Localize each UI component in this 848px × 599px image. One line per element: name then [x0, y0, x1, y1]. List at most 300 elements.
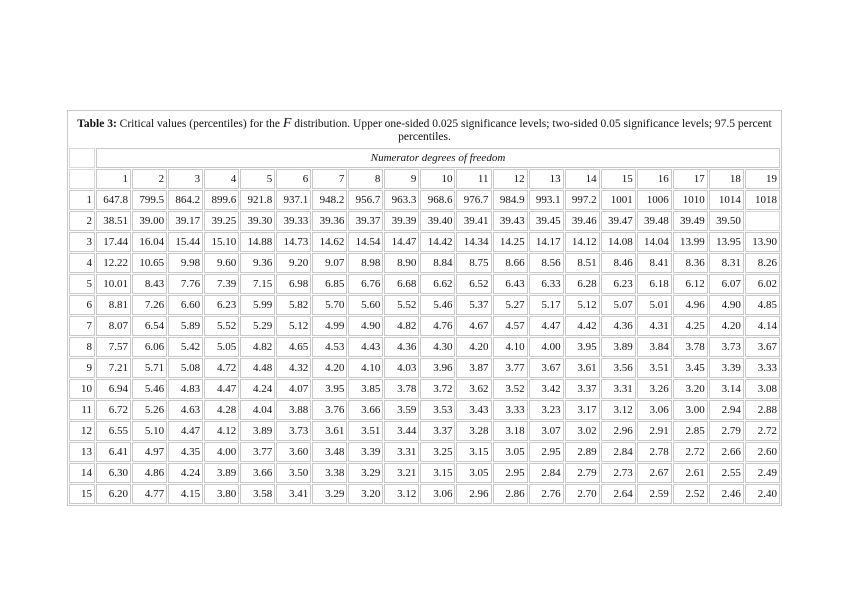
- table-cell: 4.42: [565, 316, 600, 336]
- table-cell: 8.90: [384, 253, 419, 273]
- corner-cell: [69, 148, 95, 168]
- row-header: 5: [69, 274, 95, 294]
- table-cell: 993.1: [529, 190, 564, 210]
- table-cell: 5.70: [312, 295, 347, 315]
- column-header: 7: [312, 169, 347, 189]
- table-cell: 5.60: [348, 295, 383, 315]
- table-cell: 6.41: [96, 442, 131, 462]
- table-cell: 5.89: [168, 316, 203, 336]
- table-cell: 9.20: [276, 253, 311, 273]
- table-cell: 39.37: [348, 211, 383, 231]
- table-cell: 4.15: [168, 484, 203, 504]
- table-cell: 3.67: [745, 337, 780, 357]
- table-cell: 39.49: [673, 211, 708, 231]
- table-cell: 3.80: [204, 484, 239, 504]
- table-cell: 3.05: [456, 463, 491, 483]
- table-cell: 6.52: [456, 274, 491, 294]
- table-cell: 39.00: [132, 211, 167, 231]
- column-header: 15: [601, 169, 636, 189]
- table-cell: 4.36: [601, 316, 636, 336]
- table-cell: 14.17: [529, 232, 564, 252]
- table-cell: 3.95: [565, 337, 600, 357]
- table-cell: 3.12: [384, 484, 419, 504]
- table-cell: 6.06: [132, 337, 167, 357]
- table-row: [69, 190, 780, 210]
- table-cell: 39.39: [384, 211, 419, 231]
- table-cell: 3.29: [348, 463, 383, 483]
- table-cell: 5.37: [456, 295, 491, 315]
- table-cell: 6.62: [420, 274, 455, 294]
- table-cell: 4.85: [745, 295, 780, 315]
- table-cell: 2.49: [745, 463, 780, 483]
- table-cell: 15.44: [168, 232, 203, 252]
- table-cell: 39.48: [637, 211, 672, 231]
- table-cell: 2.59: [637, 484, 672, 504]
- table-cell: 10.01: [96, 274, 131, 294]
- table-cell: 3.12: [601, 400, 636, 420]
- table-cell: 3.45: [673, 358, 708, 378]
- table-cell: 3.50: [276, 463, 311, 483]
- table-cell: 968.6: [420, 190, 455, 210]
- table-cell: 9.98: [168, 253, 203, 273]
- column-header: 9: [384, 169, 419, 189]
- table-cell: 2.61: [673, 463, 708, 483]
- table-cell: 6.43: [493, 274, 528, 294]
- f-distribution-table: [67, 110, 782, 506]
- table-cell: 39.33: [276, 211, 311, 231]
- column-header: 17: [673, 169, 708, 189]
- table-cell: 2.84: [529, 463, 564, 483]
- table-cell: 3.56: [601, 358, 636, 378]
- table-cell: 3.20: [348, 484, 383, 504]
- table-cell: 2.88: [745, 400, 780, 420]
- column-header: 6: [276, 169, 311, 189]
- table-cell: 4.20: [312, 358, 347, 378]
- table-row: [69, 421, 780, 441]
- table-cell: 3.25: [420, 442, 455, 462]
- table-cell: 984.9: [493, 190, 528, 210]
- table-cell: 4.90: [348, 316, 383, 336]
- table-cell: 4.43: [348, 337, 383, 357]
- table-cell: 3.18: [493, 421, 528, 441]
- table-cell: 3.58: [240, 484, 275, 504]
- table-cell: 4.31: [637, 316, 672, 336]
- table-cell: 6.30: [96, 463, 131, 483]
- table-cell: 8.31: [709, 253, 744, 273]
- table-cell: 3.05: [493, 442, 528, 462]
- table-cell: 3.96: [420, 358, 455, 378]
- row-header: 2: [69, 211, 95, 231]
- table-cell: 4.48: [240, 358, 275, 378]
- table-row: [69, 211, 780, 231]
- table-cell: 3.17: [565, 400, 600, 420]
- row-header: 6: [69, 295, 95, 315]
- table-cell: 1010: [673, 190, 708, 210]
- table-cell: 6.20: [96, 484, 131, 504]
- table-cell: 4.24: [240, 379, 275, 399]
- table-cell: 3.39: [709, 358, 744, 378]
- column-header: 8: [348, 169, 383, 189]
- table-cell: 3.66: [240, 463, 275, 483]
- numerator-df-header: Numerator degrees of freedom: [96, 148, 780, 168]
- table-cell: 3.85: [348, 379, 383, 399]
- table-cell: 4.20: [709, 316, 744, 336]
- table-cell: 2.79: [565, 463, 600, 483]
- table-cell: 6.07: [709, 274, 744, 294]
- table-cell: 4.53: [312, 337, 347, 357]
- table-cell: 1014: [709, 190, 744, 210]
- table-cell: 2.72: [745, 421, 780, 441]
- critical-values-table: [68, 147, 781, 505]
- table-cell: 3.89: [601, 337, 636, 357]
- table-cell: 17.44: [96, 232, 131, 252]
- table-cell: 899.6: [204, 190, 239, 210]
- table-cell: 4.63: [168, 400, 203, 420]
- table-cell: 4.72: [204, 358, 239, 378]
- table-cell: 9.36: [240, 253, 275, 273]
- table-cell: 4.20: [456, 337, 491, 357]
- row-header: 4: [69, 253, 95, 273]
- table-row: [69, 253, 780, 273]
- table-cell: 6.23: [601, 274, 636, 294]
- table-cell: 1018: [745, 190, 780, 210]
- table-cell: 2.95: [493, 463, 528, 483]
- row-header: 15: [69, 484, 95, 504]
- row-header: 9: [69, 358, 95, 378]
- table-cell: 5.82: [276, 295, 311, 315]
- table-cell: 4.47: [168, 421, 203, 441]
- table-cell: 5.26: [132, 400, 167, 420]
- table-cell: 6.85: [312, 274, 347, 294]
- table-cell: 39.17: [168, 211, 203, 231]
- table-cell: 14.08: [601, 232, 636, 252]
- table-cell: 6.60: [168, 295, 203, 315]
- table-cell: 14.25: [493, 232, 528, 252]
- table-cell: 8.46: [601, 253, 636, 273]
- caption-symbol: F: [282, 116, 292, 131]
- table-cell: 16.04: [132, 232, 167, 252]
- table-row: [69, 232, 780, 252]
- row-header: 3: [69, 232, 95, 252]
- table-cell: 3.59: [384, 400, 419, 420]
- table-row: [69, 358, 780, 378]
- table-cell: 956.7: [348, 190, 383, 210]
- table-cell: 3.33: [745, 358, 780, 378]
- table-cell: 4.32: [276, 358, 311, 378]
- table-cell: 3.31: [384, 442, 419, 462]
- column-header: 12: [493, 169, 528, 189]
- table-cell: 4.25: [673, 316, 708, 336]
- table-cell: 4.30: [420, 337, 455, 357]
- table-cell: 12.22: [96, 253, 131, 273]
- table-cell: 8.26: [745, 253, 780, 273]
- table-cell: 2.89: [565, 442, 600, 462]
- table-cell: 39.47: [601, 211, 636, 231]
- table-cell: 39.30: [240, 211, 275, 231]
- table-cell: 2.84: [601, 442, 636, 462]
- table-cell: 2.67: [637, 463, 672, 483]
- column-header: 13: [529, 169, 564, 189]
- table-cell: 4.00: [529, 337, 564, 357]
- column-header: 1: [96, 169, 131, 189]
- table-cell: 7.26: [132, 295, 167, 315]
- table-cell: 4.47: [204, 379, 239, 399]
- table-cell: 4.47: [529, 316, 564, 336]
- table-cell: 39.46: [565, 211, 600, 231]
- table-cell: 4.12: [204, 421, 239, 441]
- table-cell: 5.07: [601, 295, 636, 315]
- table-cell: 4.35: [168, 442, 203, 462]
- table-cell: 6.72: [96, 400, 131, 420]
- table-row: [69, 379, 780, 399]
- table-cell: 4.86: [132, 463, 167, 483]
- table-cell: 3.15: [456, 442, 491, 462]
- table-row: [69, 484, 780, 504]
- table-cell: 8.43: [132, 274, 167, 294]
- table-cell: 3.08: [745, 379, 780, 399]
- column-header: 16: [637, 169, 672, 189]
- table-cell: 3.84: [637, 337, 672, 357]
- table-cell: 8.36: [673, 253, 708, 273]
- table-cell: 3.37: [565, 379, 600, 399]
- table-cell: 3.51: [637, 358, 672, 378]
- table-cell: 5.52: [384, 295, 419, 315]
- table-cell: 2.76: [529, 484, 564, 504]
- table-cell: 9.07: [312, 253, 347, 273]
- table-cell: 39.41: [456, 211, 491, 231]
- table-cell: 13.95: [709, 232, 744, 252]
- table-cell: 3.15: [420, 463, 455, 483]
- table-cell: 3.31: [601, 379, 636, 399]
- table-cell: 4.99: [312, 316, 347, 336]
- table-cell: 7.15: [240, 274, 275, 294]
- table-cell: 2.79: [709, 421, 744, 441]
- table-cell: 3.66: [348, 400, 383, 420]
- table-cell: 5.29: [240, 316, 275, 336]
- table-cell: 647.8: [96, 190, 131, 210]
- table-cell: 2.94: [709, 400, 744, 420]
- table-cell: 3.73: [276, 421, 311, 441]
- table-cell: 4.28: [204, 400, 239, 420]
- table-cell: 5.46: [132, 379, 167, 399]
- table-cell: 39.45: [529, 211, 564, 231]
- row-header: 11: [69, 400, 95, 420]
- caption-text-before: Critical values (percentiles) for the: [119, 118, 280, 130]
- table-cell: 4.04: [240, 400, 275, 420]
- column-header: 10: [420, 169, 455, 189]
- table-cell: 2.96: [456, 484, 491, 504]
- table-cell: 4.10: [348, 358, 383, 378]
- table-cell: 3.23: [529, 400, 564, 420]
- table-cell: 5.05: [204, 337, 239, 357]
- table-cell: 2.70: [565, 484, 600, 504]
- table-cell: 4.97: [132, 442, 167, 462]
- table-cell: 8.66: [493, 253, 528, 273]
- table-cell: 3.77: [240, 442, 275, 462]
- table-cell: 3.72: [420, 379, 455, 399]
- table-cell: 6.94: [96, 379, 131, 399]
- table-cell: 3.28: [456, 421, 491, 441]
- table-cell: 4.83: [168, 379, 203, 399]
- table-cell: 6.68: [384, 274, 419, 294]
- table-cell: 976.7: [456, 190, 491, 210]
- column-header: 18: [709, 169, 744, 189]
- table-cell: 4.67: [456, 316, 491, 336]
- row-header: 1: [69, 190, 95, 210]
- table-cell: 6.54: [132, 316, 167, 336]
- table-cell: 4.82: [384, 316, 419, 336]
- table-cell: 14.88: [240, 232, 275, 252]
- table-cell: 4.65: [276, 337, 311, 357]
- column-header: 11: [456, 169, 491, 189]
- table-cell: 39.25: [204, 211, 239, 231]
- table-cell: 39.43: [493, 211, 528, 231]
- table-cell: 3.44: [384, 421, 419, 441]
- column-header: 2: [132, 169, 167, 189]
- table-cell: 3.38: [312, 463, 347, 483]
- header-row: [69, 148, 780, 168]
- table-cell: 4.14: [745, 316, 780, 336]
- table-cell: 7.39: [204, 274, 239, 294]
- table-row: [69, 337, 780, 357]
- row-header: 8: [69, 337, 95, 357]
- table-cell: 3.78: [673, 337, 708, 357]
- table-cell: 3.07: [529, 421, 564, 441]
- table-cell: 4.90: [709, 295, 744, 315]
- table-cell: 5.01: [637, 295, 672, 315]
- table-cell: 2.66: [709, 442, 744, 462]
- table-cell: 2.91: [637, 421, 672, 441]
- table-cell: 3.88: [276, 400, 311, 420]
- table-cell: 14.54: [348, 232, 383, 252]
- table-cell: 2.95: [529, 442, 564, 462]
- table-cell: 2.64: [601, 484, 636, 504]
- table-cell: 3.78: [384, 379, 419, 399]
- corner-cell: [69, 169, 95, 189]
- table-cell: 2.73: [601, 463, 636, 483]
- table-cell: 5.71: [132, 358, 167, 378]
- table-cell: 3.02: [565, 421, 600, 441]
- table-cell: 5.52: [204, 316, 239, 336]
- table-cell: 14.73: [276, 232, 311, 252]
- table-cell: 3.52: [493, 379, 528, 399]
- table-cell: 3.43: [456, 400, 491, 420]
- table-cell: 3.48: [312, 442, 347, 462]
- table-cell: 3.76: [312, 400, 347, 420]
- table-cell: 4.77: [132, 484, 167, 504]
- table-cell: 8.56: [529, 253, 564, 273]
- table-cell: 5.08: [168, 358, 203, 378]
- row-header: 13: [69, 442, 95, 462]
- table-cell: 864.2: [168, 190, 203, 210]
- table-cell: 5.42: [168, 337, 203, 357]
- table-cell: 14.47: [384, 232, 419, 252]
- table-cell: 5.12: [565, 295, 600, 315]
- table-caption: [68, 111, 781, 147]
- column-header: 5: [240, 169, 275, 189]
- table-cell: 3.89: [204, 463, 239, 483]
- table-cell: 6.98: [276, 274, 311, 294]
- table-cell: 2.86: [493, 484, 528, 504]
- table-cell: 3.67: [529, 358, 564, 378]
- table-cell: 799.5: [132, 190, 167, 210]
- table-cell: 3.42: [529, 379, 564, 399]
- table-cell: 2.46: [709, 484, 744, 504]
- table-cell: 15.10: [204, 232, 239, 252]
- table-cell: 3.26: [637, 379, 672, 399]
- table-cell: 39.50: [709, 211, 744, 231]
- table-cell: 13.90: [745, 232, 780, 252]
- table-cell: 5.27: [493, 295, 528, 315]
- table-cell: 3.29: [312, 484, 347, 504]
- row-header: 12: [69, 421, 95, 441]
- table-cell: 8.84: [420, 253, 455, 273]
- table-cell: 6.23: [204, 295, 239, 315]
- table-cell: 5.17: [529, 295, 564, 315]
- table-cell: 39.36: [312, 211, 347, 231]
- table-cell: 3.53: [420, 400, 455, 420]
- table-cell: 14.42: [420, 232, 455, 252]
- table-cell: 4.76: [420, 316, 455, 336]
- table-cell: 2.96: [601, 421, 636, 441]
- table-row: [69, 442, 780, 462]
- table-cell: 3.87: [456, 358, 491, 378]
- table-cell: 4.96: [673, 295, 708, 315]
- table-cell: 3.37: [420, 421, 455, 441]
- table-cell: 3.77: [493, 358, 528, 378]
- table-cell: 39.40: [420, 211, 455, 231]
- table-cell: 963.3: [384, 190, 419, 210]
- table-cell: 4.82: [240, 337, 275, 357]
- table-cell: 3.73: [709, 337, 744, 357]
- table-cell: 6.18: [637, 274, 672, 294]
- table-cell: 3.62: [456, 379, 491, 399]
- table-cell: 5.46: [420, 295, 455, 315]
- table-cell: 948.2: [312, 190, 347, 210]
- table-cell: 3.89: [240, 421, 275, 441]
- table-cell: 3.21: [384, 463, 419, 483]
- table-cell: 6.12: [673, 274, 708, 294]
- table-cell: 3.61: [565, 358, 600, 378]
- table-cell: 5.10: [132, 421, 167, 441]
- table-cell: 13.99: [673, 232, 708, 252]
- table-cell: 8.51: [565, 253, 600, 273]
- table-cell: 3.14: [709, 379, 744, 399]
- table-cell: 7.76: [168, 274, 203, 294]
- table-cell: 7.21: [96, 358, 131, 378]
- table-cell: 3.61: [312, 421, 347, 441]
- table-row: [69, 274, 780, 294]
- table-cell: 3.06: [420, 484, 455, 504]
- table-cell: 5.99: [240, 295, 275, 315]
- table-cell: 2.85: [673, 421, 708, 441]
- table-cell: [745, 211, 780, 231]
- table-cell: 14.12: [565, 232, 600, 252]
- table-cell: 8.98: [348, 253, 383, 273]
- table-cell: 3.60: [276, 442, 311, 462]
- table-cell: 4.10: [493, 337, 528, 357]
- column-header: 19: [745, 169, 780, 189]
- table-cell: 4.03: [384, 358, 419, 378]
- table-cell: 14.34: [456, 232, 491, 252]
- table-cell: 2.72: [673, 442, 708, 462]
- column-header: 3: [168, 169, 203, 189]
- column-header: 4: [204, 169, 239, 189]
- table-cell: 5.12: [276, 316, 311, 336]
- table-cell: 6.28: [565, 274, 600, 294]
- row-header: 7: [69, 316, 95, 336]
- table-cell: 2.60: [745, 442, 780, 462]
